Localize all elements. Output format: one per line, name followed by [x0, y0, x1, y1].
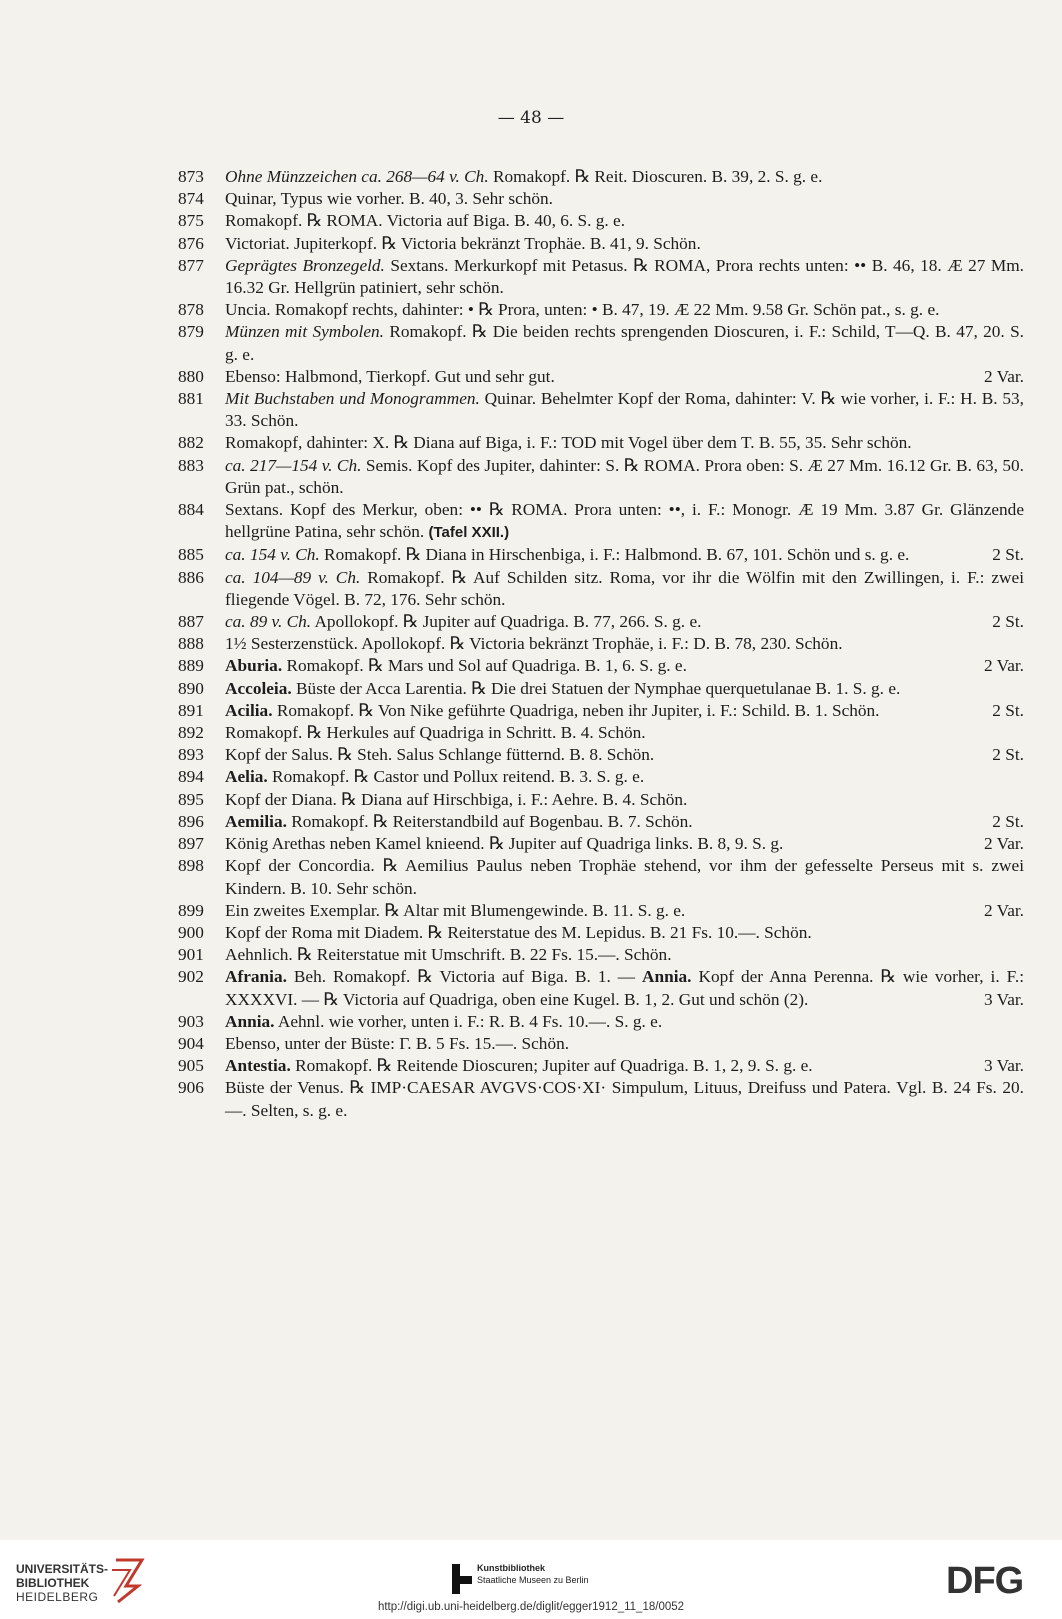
entry-number: 883: [178, 455, 204, 475]
entry-text: Kopf der Diana. ℞ Diana auf Hirschbiga, i. F.: Aehre. B. 4. Schön.: [225, 789, 688, 809]
period-heading: ca. 89 v. Ch.: [225, 612, 312, 632]
entry-text: Quinar. Behelmter Kopf der Roma, dahinter: V. ℞ wie vorher, i. F.: H. B. 53, 33. Schön.: [225, 389, 1025, 431]
entry-number: 891: [178, 700, 204, 720]
entry-text: Romakopf. ℞ Auf Schilden sitz. Roma, vor ihr die Wölfin mit den Zwillingen, i. F.: zwei fliegende Vögel. B. 72, 176. Sehr schön.: [225, 567, 1025, 609]
dfg-logo: DFG: [946, 1560, 1024, 1602]
entry-text: Romakopf. ℞ Diana in Hirschenbiga, i. F.: Halbmond. B. 67, 101. Schön und s. g. e.: [319, 545, 910, 565]
entry-text: Aehnl. wie vorher, unten i. F.: R. B. 4 Fs. 10.—. S. g. e.: [274, 1011, 663, 1031]
entry-text: 1½ Sesterzenstück. Apollokopf. ℞ Victoria bekränzt Trophäe, i. F.: D. B. 78, 230. Schön.: [225, 634, 843, 654]
entry-number: 873: [178, 167, 204, 186]
catalogue-entry: [178, 1077, 1024, 1121]
entry-count: 2 Var.: [983, 366, 1024, 386]
catalogue-entry: [178, 678, 1024, 700]
entry-number: 887: [178, 612, 204, 632]
entry-number: 897: [178, 834, 204, 854]
entry-text: Ebenso, unter der Büste: Г. B. 5 Fs. 15.—. Schön.: [225, 1033, 570, 1053]
entry-text: Romakopf. ℞ Reitende Dioscuren; Jupiter auf Quadriga. B. 1, 2, 9. S. g. e.: [290, 1056, 813, 1076]
catalogue-entry: [178, 210, 1024, 232]
family-name: Aburia.: [225, 656, 283, 676]
entry-number: 904: [178, 1033, 204, 1053]
entry-count: 2 St.: [992, 700, 1024, 720]
entry-number: 889: [178, 656, 204, 676]
entry-number: 875: [178, 211, 204, 231]
period-heading: ca. 154 v. Ch.: [225, 545, 320, 565]
entry-number: 879: [178, 322, 204, 342]
catalogue-entry: [178, 633, 1024, 655]
catalogue-entry: [178, 567, 1024, 611]
entry-text: Apollokopf. ℞ Jupiter auf Quadriga. B. 77, 266. S. g. e.: [311, 612, 702, 632]
catalogue-entry: [178, 455, 1024, 499]
catalogue-entry: [178, 922, 1024, 944]
plate-reference: (Tafel XXII.): [428, 524, 510, 542]
catalogue-entry: [178, 255, 1024, 299]
catalogue-entry: [178, 1011, 1024, 1033]
kunst-line-1: Kunstbibliothek: [477, 1563, 545, 1573]
uni-line-2: BIBLIOTHEK: [16, 1576, 90, 1590]
entry-text: Beh. Romakopf. ℞ Victoria auf Biga. B. 1. —: [286, 967, 643, 987]
period-heading: Ohne Münzzeichen ca. 268—64 v. Ch.: [225, 167, 489, 186]
catalogue-entry: [178, 655, 1024, 677]
entry-text: Romakopf. ℞ Castor und Pollux reitend. B. 3. S. g. e.: [267, 767, 645, 787]
family-name: Aemilia.: [225, 811, 287, 831]
entry-number: 876: [178, 233, 204, 253]
entry-text: Romakopf. ℞ Von Nike geführte Quadriga, neben ihr Jupiter, i. F.: Schild. B. 1. Schön.: [272, 700, 880, 720]
entry-text: Romakopf. ℞ Mars und Sol auf Quadriga. B. 1, 6. S. g. e.: [282, 656, 687, 676]
entry-count: 2 St.: [992, 745, 1024, 765]
catalogue-entry: [178, 321, 1024, 365]
entry-text: Uncia. Romakopf rechts, dahinter: • ℞ Prora, unten: • B. 47, 19. Æ 22 Mm. 9.58 Gr. Schön pat., s. g. e.: [225, 300, 940, 320]
entry-number: 905: [178, 1056, 204, 1076]
entry-number: 881: [178, 389, 204, 409]
entry-text: Kopf der Concordia. ℞ Aemilius Paulus neben Trophäe stehend, vor ihm der gefesselte Perseus mit s. zwei Kindern. B. 10. Sehr schön.: [225, 856, 1024, 898]
entry-number: 882: [178, 433, 204, 453]
family-name: Afrania.: [225, 967, 287, 987]
kunst-line-2: Staatliche Museen zu Berlin: [477, 1575, 589, 1585]
catalogue-entry: [178, 166, 1024, 188]
catalogue-entry: [178, 544, 1024, 566]
entry-count: 2 St.: [992, 811, 1024, 831]
entry-count: 2 Var.: [983, 900, 1024, 920]
catalogue-entry: [178, 1033, 1024, 1055]
catalogue-entry: [178, 366, 1024, 388]
entry-number: 894: [178, 767, 204, 787]
entry-text: Büste der Acca Larentia. ℞ Die drei Statuen der Nymphae querquetulanae B. 1. S. g. e.: [291, 678, 901, 698]
family-name: Acilia.: [225, 700, 273, 720]
entry-text: Romakopf. ℞ Reiterstandbild auf Bogenbau. B. 7. Schön.: [286, 811, 693, 831]
page-number: — 48 —: [497, 108, 565, 128]
source-url[interactable]: http://digi.ub.uni-heidelberg.de/diglit/egger1912_11_18/0052: [377, 1601, 685, 1613]
entry-text: Büste der Venus. ℞ IMP·CAESAR AVGVS·COS·XI· Simpulum, Lituus, Dreifuss und Patera. Vgl. B. 24 Fs. 20.—. Selten, s. g. e.: [225, 1078, 1024, 1120]
period-heading: Mit Buchstaben und Monogrammen.: [225, 389, 480, 409]
entry-text: Aehnlich. ℞ Reiterstatue mit Umschrift. B. 22 Fs. 15.—. Schön.: [225, 945, 672, 965]
kunstbibliothek-text: [477, 1562, 589, 1586]
period-heading: Münzen mit Symbolen.: [225, 322, 384, 342]
family-name: Accoleia.: [225, 678, 292, 698]
catalogue-entry: [178, 499, 1024, 544]
entry-count: 2 St.: [992, 545, 1024, 565]
entry-text: Romakopf. ℞ Die beiden rechts sprengenden Dioscuren, i. F.: Schild, T—Q. B. 47, 20. S. g. e.: [225, 322, 1024, 364]
entry-text: Kopf der Roma mit Diadem. ℞ Reiterstatue des M. Lepidus. B. 21 Fs. 10.—. Schön.: [225, 922, 812, 942]
entry-number: 895: [178, 789, 204, 809]
catalogue-entry: [178, 611, 1024, 633]
entry-number: 892: [178, 723, 204, 743]
entry-number: 885: [178, 545, 204, 565]
entry-count: 3 Var.: [983, 989, 1024, 1009]
entry-number: 886: [178, 567, 204, 587]
entry-number: 901: [178, 945, 204, 965]
entry-number: 884: [178, 500, 204, 520]
catalogue-entry: [178, 722, 1024, 744]
catalogue-entry: [178, 833, 1024, 855]
uni-line-1: UNIVERSITÄTS-: [16, 1562, 109, 1576]
entry-count: 2 Var.: [983, 834, 1024, 854]
entry-text: Ebenso: Halbmond, Tierkopf. Gut und sehr gut.: [225, 366, 555, 386]
entry-number: 902: [178, 967, 204, 987]
period-heading: Geprägtes Bronzegeld.: [225, 255, 385, 275]
uni-line-3: HEIDELBERG: [16, 1590, 99, 1604]
entry-number: 890: [178, 678, 204, 698]
catalogue-entry: [178, 900, 1024, 922]
entry-text: Ein zweites Exemplar. ℞ Altar mit Blumengewinde. B. 11. S. g. e.: [225, 900, 686, 920]
entry-number: 888: [178, 634, 204, 654]
entry-number: 877: [178, 255, 204, 275]
family-name: Annia.: [225, 1011, 275, 1031]
catalogue-entry: [178, 766, 1024, 788]
catalogue-entry: [178, 966, 1024, 1010]
family-name: Antestia.: [225, 1056, 291, 1076]
catalogue-entry: [178, 299, 1024, 321]
catalogue-entry: [178, 855, 1024, 899]
catalogue-entry: [178, 188, 1024, 210]
entry-text: Sextans. Merkurkopf mit Petasus. ℞ ROMA, Prora rechts unten: •• B. 46, 18. Æ 27 Mm. 16.32 Gr. Hellgrün patiniert, sehr schön.: [225, 255, 1024, 298]
entry-text: König Arethas neben Kamel knieend. ℞ Jupiter auf Quadriga links. B. 8, 9. S. g.: [225, 834, 784, 854]
family-name: Aelia.: [225, 767, 268, 787]
entry-number: 898: [178, 856, 204, 876]
catalogue-entry: [178, 744, 1024, 766]
entry-number: 878: [178, 300, 204, 320]
entry-number: 896: [178, 811, 204, 831]
entry-count: 3 Var.: [983, 1056, 1024, 1076]
entry-text: Romakopf, dahinter: X. ℞ Diana auf Biga, i. F.: TOD mit Vogel über dem T. B. 55, 35. Sehr schön.: [225, 433, 912, 453]
entry-number: 903: [178, 1011, 204, 1031]
catalogue-entry: [178, 700, 1024, 722]
family-name: Annia.: [642, 967, 692, 987]
kunstbibliothek-logo-icon: [452, 1564, 472, 1594]
entry-text: Victoriat. Jupiterkopf. ℞ Victoria bekränzt Trophäe. B. 41, 9. Schön.: [225, 233, 701, 253]
entry-text: Quinar, Typus wie vorher. B. 40, 3. Sehr schön.: [225, 189, 554, 209]
catalogue-entry: [178, 388, 1024, 432]
entry-text: Sextans. Kopf des Merkur, oben: •• ℞ ROMA. Prora unten: ••, i. F.: Monogr. Æ 19 Mm. 3.87 Gr. Glänzende hellgrüne Patina, sehr schön.: [225, 500, 1024, 542]
entry-count: 2 St.: [992, 612, 1024, 632]
period-heading: ca. 217—154 v. Ch.: [225, 455, 362, 475]
period-heading: ca. 104—89 v. Ch.: [225, 567, 361, 587]
entry-count: 2 Var.: [983, 656, 1024, 676]
entry-number: 906: [178, 1078, 204, 1098]
entry-number: 893: [178, 745, 204, 765]
entry-text: Romakopf. ℞ Herkules auf Quadriga in Schritt. B. 4. Schön.: [225, 723, 646, 743]
entry-number: 900: [178, 922, 204, 942]
entry-text: Romakopf. ℞ ROMA. Victoria auf Biga. B. 40, 6. S. g. e.: [225, 211, 626, 231]
entry-text: Kopf der Salus. ℞ Steh. Salus Schlange fütternd. B. 8. Schön.: [225, 745, 655, 765]
entry-text: Semis. Kopf des Jupiter, dahinter: S. ℞ ROMA. Prora oben: S. Æ 27 Mm. 16.12 Gr. B. 63, 50. Grün pat., schön.: [225, 455, 1025, 497]
entry-number: 880: [178, 366, 204, 386]
catalogue-entry: [178, 789, 1024, 811]
catalogue-entry: [178, 432, 1024, 454]
university-library-logo-text: [16, 1562, 108, 1604]
entry-text: Kopf der Anna Perenna. ℞ wie vorher, i. F.: XXXXVI. — ℞ Victoria auf Quadriga, oben eine Kugel. B. 1, 2. Gut und schön (2).: [225, 967, 1024, 1009]
university-logo-icon: [108, 1556, 148, 1604]
footer-bar: [0, 1540, 1062, 1619]
catalogue-entry: [178, 811, 1024, 833]
catalogue-entry: [178, 944, 1024, 966]
catalogue-entry: [178, 233, 1024, 255]
entry-number: 874: [178, 189, 204, 209]
catalogue-entry: [178, 1055, 1024, 1077]
entry-number: 899: [178, 900, 204, 920]
catalogue-entries: [178, 166, 1024, 1122]
entry-text: Romakopf. ℞ Reit. Dioscuren. B. 39, 2. S. g. e.: [488, 167, 823, 186]
